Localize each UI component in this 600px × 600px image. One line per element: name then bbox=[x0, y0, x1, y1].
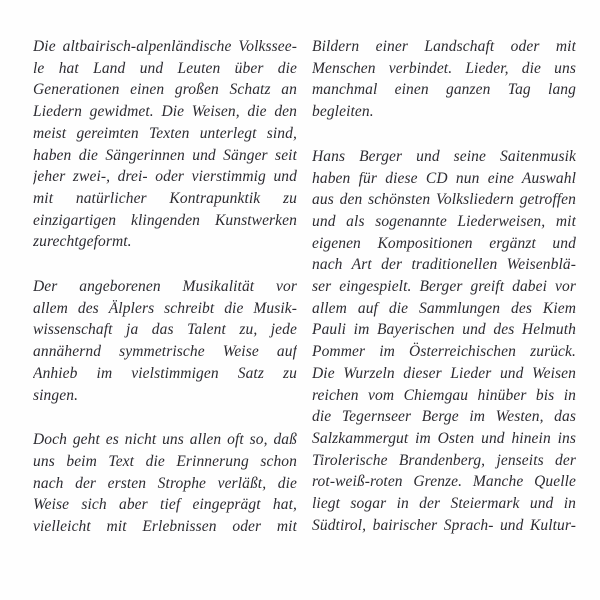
right-column bbox=[312, 36, 576, 536]
text-line: wissenschaft ja das Talent zu, jede bbox=[33, 321, 297, 339]
text-line: nach der ersten Strophe verläßt, die bbox=[33, 474, 297, 492]
text-line: mit natürlicher Kontrapunktik zu bbox=[33, 189, 297, 207]
text-line: Pauli im Bayerischen und des Helmuth bbox=[312, 321, 576, 339]
text-line: allem auf die Sammlungen des Kiem bbox=[312, 299, 576, 317]
text-line: nach Art der traditionellen Weisenblä- bbox=[312, 256, 576, 274]
text-line: Bildern einer Landschaft oder mit bbox=[312, 38, 576, 55]
text-line: Anhieb im vielstimmigen Satz zu bbox=[33, 364, 297, 382]
text-line: und als sogenannte Liederweisen, mit bbox=[312, 212, 576, 230]
text-line: Südtirol, bairischer Sprach- und Kultur- bbox=[312, 516, 576, 534]
text-line: Die Wurzeln dieser Lieder und Weisen bbox=[312, 364, 576, 382]
text-line: le hat Land und Leuten über die bbox=[33, 59, 297, 77]
text-line: eigenen Kompositionen ergänzt und bbox=[312, 234, 576, 252]
text-line: manchmal einen ganzen Tag lang bbox=[312, 81, 576, 99]
paragraph bbox=[33, 276, 297, 406]
text-line: Salzkammergut im Osten und hinein ins bbox=[312, 429, 576, 447]
text-line: Doch geht es nicht uns allen oft so, daß bbox=[33, 431, 297, 449]
text-line: liegt sogar in der Steiermark und in bbox=[312, 495, 576, 513]
text-line: Pommer im Österreichischen zurück. bbox=[312, 343, 576, 361]
text-line: ser eingespielt. Berger greift dabei vor bbox=[312, 278, 576, 296]
text-line: haben die Sängerinnen und Sänger seit bbox=[33, 146, 297, 164]
text-line: singen. bbox=[33, 386, 79, 404]
text-line: uns beim Text die Erinnerung schon bbox=[33, 452, 297, 470]
text-line: Die altbairisch-alpenländische Volkssee- bbox=[33, 38, 297, 55]
text-line: vielleicht mit Erlebnissen oder mit bbox=[33, 518, 297, 536]
left-column bbox=[33, 36, 297, 538]
text-line: begleiten. bbox=[312, 103, 374, 121]
text-line: aus den schönsten Volksliedern getroffen bbox=[312, 191, 576, 209]
text-line: Tirolerische Brandenberg, jenseits der bbox=[312, 451, 576, 469]
text-line: meist gereimten Texten unterlegt sind, bbox=[33, 124, 297, 142]
text-line: allem des Älplers schreibt die Musik- bbox=[33, 299, 297, 317]
text-line: zurechtgeformt. bbox=[33, 233, 132, 251]
text-line: Menschen verbindet. Lieder, die uns bbox=[312, 59, 576, 77]
text-line: reichen vom Chiemgau hinüber bis in bbox=[312, 386, 576, 404]
text-line: einzigartigen klingenden Kunstwerken bbox=[33, 211, 297, 229]
text-line: rot-weiß-roten Grenze. Manche Quelle bbox=[312, 473, 576, 491]
text-line: Generationen einen großen Schatz an bbox=[33, 81, 297, 99]
text-line: annähernd symmetrische Weise auf bbox=[33, 343, 297, 361]
text-line: haben für diese CD nun eine Auswahl bbox=[312, 169, 576, 187]
text-line: Weise sich aber tief eingeprägt hat, bbox=[33, 496, 297, 514]
paragraph bbox=[312, 36, 576, 123]
paragraph bbox=[33, 429, 297, 538]
paragraph bbox=[312, 146, 576, 537]
text-line: Hans Berger und seine Saitenmusik bbox=[312, 147, 576, 165]
text-line: Liedern gewidmet. Die Weisen, die den bbox=[33, 103, 297, 121]
paragraph bbox=[33, 36, 297, 253]
text-line: Der angeborenen Musikalität vor bbox=[33, 278, 297, 296]
text-line: jeher zwei-, drei- oder vierstimmig und bbox=[33, 168, 297, 186]
text-line: die Tegernseer Berge im Westen, das bbox=[312, 408, 576, 426]
